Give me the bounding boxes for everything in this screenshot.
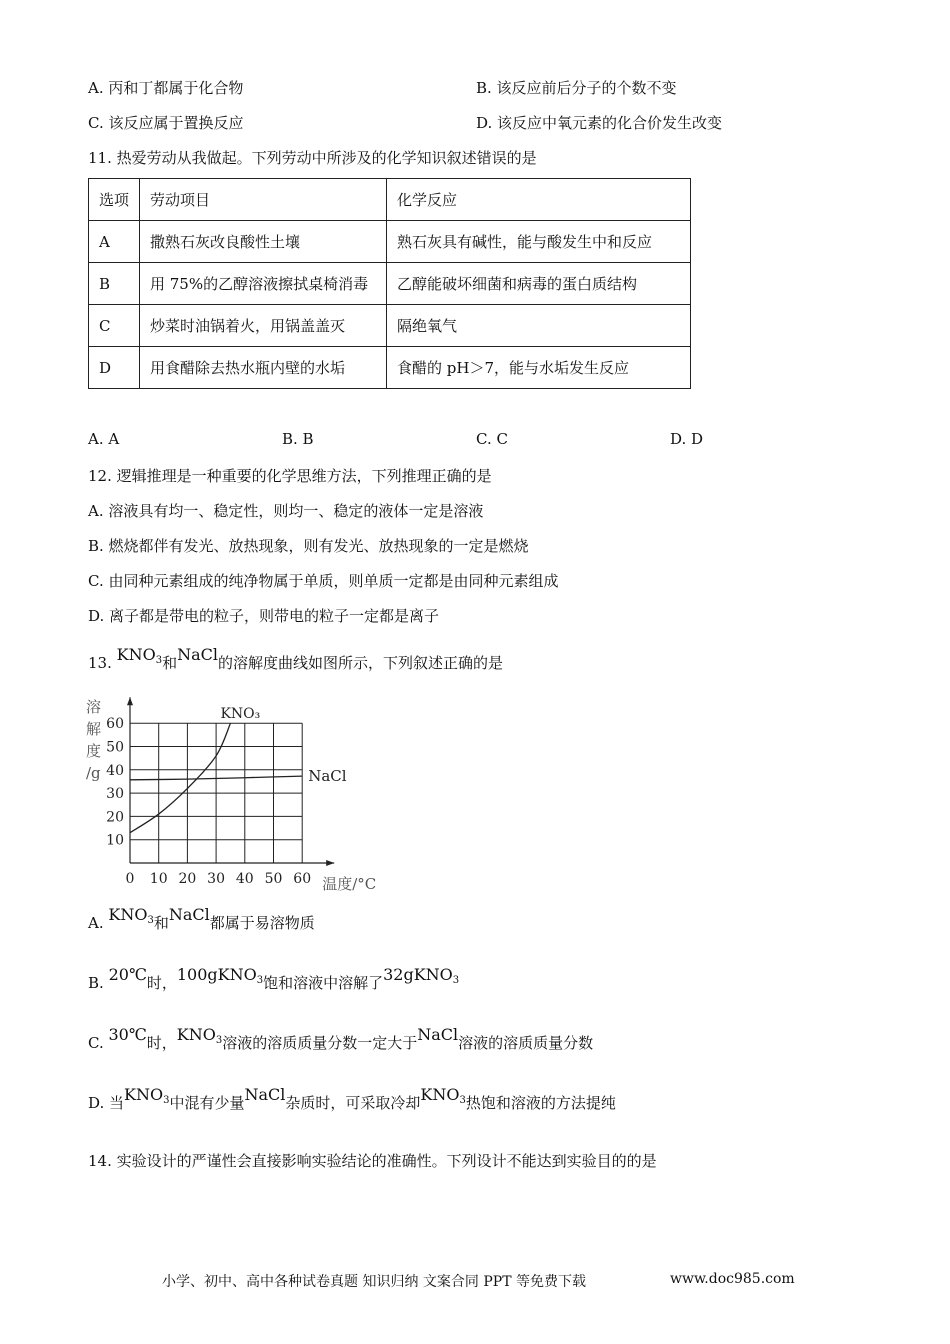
x-tick-label: 10 (149, 871, 168, 887)
table-header-row (89, 179, 691, 221)
q10-option-b: B. 该反应前后分子的个数不变 (476, 79, 677, 97)
table-row (89, 263, 691, 305)
table-cell: 熟石灰具有碱性，能与酸发生中和反应 (387, 221, 691, 263)
y-tick-label: 60 (106, 716, 124, 733)
y-axis-label: 度 (86, 742, 102, 760)
q10-option-a: A. 丙和丁都属于化合物 (88, 79, 244, 97)
footer-url: www.doc985.com (670, 1271, 795, 1287)
table-row (89, 305, 691, 347)
q11-option-c: C. C (476, 430, 508, 448)
table-cell: C (89, 305, 140, 347)
table-cell: 乙醇能破坏细菌和病毒的蛋白质结构 (387, 263, 691, 305)
solubility-chart (80, 688, 400, 898)
table-row (89, 221, 691, 263)
table-cell: 炒菜时油锅着火，用锅盖盖灭 (140, 305, 387, 347)
x-tick-label: 20 (178, 871, 197, 887)
chart-ticks (106, 716, 311, 887)
q10-option-c: C. 该反应属于置换反应 (88, 114, 244, 132)
y-axis-label: 解 (86, 720, 102, 738)
table-cell: B (89, 263, 140, 305)
table-cell: 撒熟石灰改良酸性土壤 (140, 221, 387, 263)
y-axis-label: /g (86, 764, 101, 782)
q11-stem: 11. 热爱劳动从我做起。下列劳动中所涉及的化学知识叙述错误的是 (88, 149, 537, 167)
series-label: NaCl (308, 767, 347, 786)
y-tick-label: 30 (106, 786, 124, 803)
chart-grid (127, 697, 334, 866)
x-tick-label: 40 (235, 871, 254, 887)
q11-option-b: B. B (282, 430, 314, 448)
y-tick-label: 50 (106, 739, 124, 756)
q13-stem (88, 645, 504, 674)
y-tick-label: 40 (106, 762, 124, 779)
q13-option-d: D. 当$KNO_3$中混有少量NaCl杂质时，可采取冷却$KNO_3$热饱和溶液的方法提纯 (88, 1085, 616, 1112)
table-row (89, 347, 691, 389)
q12-option-d: D. 离子都是带电的粒子，则带电的粒子一定都是离子 (88, 607, 440, 625)
table-cell: 用食醋除去热水瓶内壁的水垢 (140, 347, 387, 389)
q12-stem: 12. 逻辑推理是一种重要的化学思维方法，下列推理正确的是 (88, 467, 492, 485)
q13-option-a: A. $KNO_3$和NaCl都属于易溶物质 (88, 905, 315, 932)
x-tick-label: 50 (264, 871, 283, 887)
q11-option-a: A. A (88, 430, 120, 448)
x-tick-label: 30 (207, 871, 226, 887)
y-axis-label: 溶 (86, 698, 102, 716)
table-header-cell: 劳动项目 (140, 179, 387, 221)
footer-text: 小学、初中、高中各种试卷真题 知识归纳 文案合同 PPT 等免费下载 (162, 1274, 586, 1290)
table-cell: A (89, 221, 140, 263)
table-cell: 隔绝氧气 (387, 305, 691, 347)
q14-stem: 14. 实验设计的严谨性会直接影响实验结论的准确性。下列设计不能达到实验目的的是 (88, 1152, 657, 1170)
q11-table (88, 178, 691, 389)
q11-option-d: D. D (670, 430, 704, 448)
y-tick-label: 20 (106, 809, 124, 826)
x-axis-label: 温度/°C (322, 875, 377, 893)
q10-option-d: D. 该反应中氧元素的化合价发生改变 (476, 114, 723, 132)
q13-option-c: C. 30℃时，$KNO_3$溶液的溶质质量分数一定大于NaCl溶液的溶质质量分数 (88, 1025, 594, 1052)
y-axis-arrow (127, 697, 133, 705)
q12-option-c: C. 由同种元素组成的纯净物属于单质，则单质一定都是由同种元素组成 (88, 572, 559, 590)
nacl-formula: NaCl (177, 645, 219, 664)
and-text: 和 (162, 654, 178, 672)
table-header-cell: 化学反应 (387, 179, 691, 221)
kno3-formula: $KNO_3$ (116, 645, 163, 666)
series-label: KNO₃ (220, 706, 261, 723)
q13-option-b: B. 20℃时，100gKNO$_3$饱和溶液中溶解了32gKNO$_3$ (88, 965, 460, 992)
table-cell: D (89, 347, 140, 389)
q13-stem-text: 的溶解度曲线如图所示，下列叙述正确的是 (218, 654, 504, 672)
table-cell: 用 75%的乙醇溶液擦拭桌椅消毒 (140, 263, 387, 305)
q12-option-b: B. 燃烧都伴有发光、放热现象，则有发光、放热现象的一定是燃烧 (88, 537, 529, 555)
table-header-cell: 选项 (89, 179, 140, 221)
q13-number: 13. (88, 654, 112, 672)
x-tick-label: 60 (293, 871, 312, 887)
x-axis-arrow (326, 860, 334, 866)
x-tick-label: 0 (125, 871, 135, 887)
q12-option-a: A. 溶液具有均一、稳定性，则均一、稳定的液体一定是溶液 (88, 502, 484, 520)
table-cell: 食醋的 pH＞7，能与水垢发生反应 (387, 347, 691, 389)
y-tick-label: 10 (106, 832, 124, 849)
